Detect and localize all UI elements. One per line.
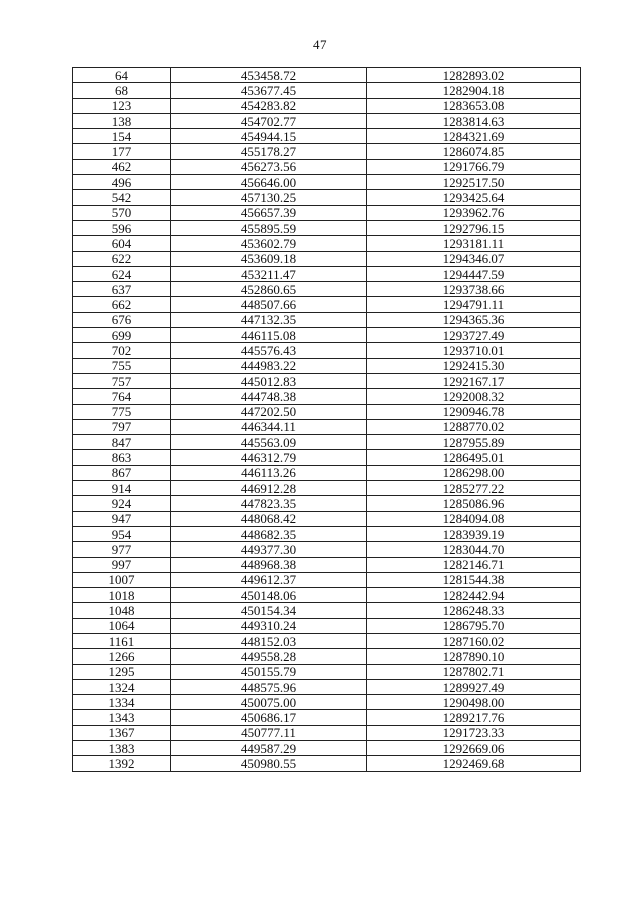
point-id-cell: 662 [73, 297, 171, 312]
x-coordinate-cell: 450777.11 [171, 725, 367, 740]
coordinates-table [72, 67, 581, 772]
table-row [73, 266, 581, 281]
x-coordinate-cell: 453602.79 [171, 236, 367, 251]
table-row [73, 129, 581, 144]
y-coordinate-cell: 1282146.71 [367, 557, 581, 572]
table-row [73, 113, 581, 128]
point-id-cell: 1392 [73, 756, 171, 771]
x-coordinate-cell: 448507.66 [171, 297, 367, 312]
point-id-cell: 914 [73, 481, 171, 496]
table-row [73, 236, 581, 251]
x-coordinate-cell: 446912.28 [171, 481, 367, 496]
y-coordinate-cell: 1294365.36 [367, 312, 581, 327]
x-coordinate-cell: 444983.22 [171, 358, 367, 373]
y-coordinate-cell: 1292415.30 [367, 358, 581, 373]
table-row [73, 144, 581, 159]
x-coordinate-cell: 456273.56 [171, 159, 367, 174]
y-coordinate-cell: 1282442.94 [367, 588, 581, 603]
y-coordinate-cell: 1292796.15 [367, 220, 581, 235]
x-coordinate-cell: 453609.18 [171, 251, 367, 266]
point-id-cell: 604 [73, 236, 171, 251]
point-id-cell: 867 [73, 465, 171, 480]
table-row [73, 373, 581, 388]
x-coordinate-cell: 455178.27 [171, 144, 367, 159]
x-coordinate-cell: 449310.24 [171, 618, 367, 633]
table-row [73, 481, 581, 496]
point-id-cell: 954 [73, 526, 171, 541]
y-coordinate-cell: 1282893.02 [367, 68, 581, 83]
y-coordinate-cell: 1286248.33 [367, 603, 581, 618]
y-coordinate-cell: 1291723.33 [367, 725, 581, 740]
point-id-cell: 924 [73, 496, 171, 511]
y-coordinate-cell: 1285086.96 [367, 496, 581, 511]
x-coordinate-cell: 453211.47 [171, 266, 367, 281]
y-coordinate-cell: 1290946.78 [367, 404, 581, 419]
point-id-cell: 496 [73, 175, 171, 190]
point-id-cell: 1343 [73, 710, 171, 725]
y-coordinate-cell: 1292008.32 [367, 389, 581, 404]
table-row [73, 159, 581, 174]
x-coordinate-cell: 450148.06 [171, 588, 367, 603]
x-coordinate-cell: 448968.38 [171, 557, 367, 572]
x-coordinate-cell: 445576.43 [171, 343, 367, 358]
x-coordinate-cell: 450154.34 [171, 603, 367, 618]
y-coordinate-cell: 1289217.76 [367, 710, 581, 725]
point-id-cell: 1295 [73, 664, 171, 679]
table-row [73, 725, 581, 740]
x-coordinate-cell: 446115.08 [171, 328, 367, 343]
point-id-cell: 1334 [73, 695, 171, 710]
y-coordinate-cell: 1283814.63 [367, 113, 581, 128]
table-row [73, 358, 581, 373]
table-row [73, 98, 581, 113]
y-coordinate-cell: 1289927.49 [367, 679, 581, 694]
y-coordinate-cell: 1292469.68 [367, 756, 581, 771]
y-coordinate-cell: 1287802.71 [367, 664, 581, 679]
y-coordinate-cell: 1286074.85 [367, 144, 581, 159]
y-coordinate-cell: 1293738.66 [367, 282, 581, 297]
point-id-cell: 596 [73, 220, 171, 235]
table-row [73, 297, 581, 312]
table-row [73, 496, 581, 511]
point-id-cell: 177 [73, 144, 171, 159]
table-row [73, 220, 581, 235]
x-coordinate-cell: 450980.55 [171, 756, 367, 771]
x-coordinate-cell: 454944.15 [171, 129, 367, 144]
table-row [73, 282, 581, 297]
point-id-cell: 138 [73, 113, 171, 128]
table-row [73, 419, 581, 434]
page-number: 47 [313, 37, 327, 52]
y-coordinate-cell: 1294346.07 [367, 251, 581, 266]
table-row [73, 465, 581, 480]
table-row [73, 633, 581, 648]
table-row [73, 756, 581, 771]
x-coordinate-cell: 448575.96 [171, 679, 367, 694]
x-coordinate-cell: 446312.79 [171, 450, 367, 465]
table-row [73, 557, 581, 572]
point-id-cell: 1064 [73, 618, 171, 633]
point-id-cell: 637 [73, 282, 171, 297]
point-id-cell: 997 [73, 557, 171, 572]
y-coordinate-cell: 1294791.11 [367, 297, 581, 312]
table-row [73, 83, 581, 98]
x-coordinate-cell: 455895.59 [171, 220, 367, 235]
y-coordinate-cell: 1287955.89 [367, 435, 581, 450]
y-coordinate-cell: 1286298.00 [367, 465, 581, 480]
point-id-cell: 1161 [73, 633, 171, 648]
point-id-cell: 775 [73, 404, 171, 419]
x-coordinate-cell: 445563.09 [171, 435, 367, 450]
table-row [73, 572, 581, 587]
point-id-cell: 977 [73, 542, 171, 557]
y-coordinate-cell: 1281544.38 [367, 572, 581, 587]
table-row [73, 205, 581, 220]
y-coordinate-cell: 1293727.49 [367, 328, 581, 343]
y-coordinate-cell: 1282904.18 [367, 83, 581, 98]
table-row [73, 511, 581, 526]
table-row [73, 679, 581, 694]
x-coordinate-cell: 447132.35 [171, 312, 367, 327]
point-id-cell: 123 [73, 98, 171, 113]
x-coordinate-cell: 446344.11 [171, 419, 367, 434]
point-id-cell: 1383 [73, 741, 171, 756]
table-row [73, 618, 581, 633]
table-row [73, 175, 581, 190]
table-row [73, 190, 581, 205]
x-coordinate-cell: 454283.82 [171, 98, 367, 113]
x-coordinate-cell: 449612.37 [171, 572, 367, 587]
x-coordinate-cell: 447202.50 [171, 404, 367, 419]
x-coordinate-cell: 457130.25 [171, 190, 367, 205]
point-id-cell: 154 [73, 129, 171, 144]
point-id-cell: 1048 [73, 603, 171, 618]
coordinates-table-body [73, 68, 581, 772]
table-row [73, 542, 581, 557]
x-coordinate-cell: 449558.28 [171, 649, 367, 664]
x-coordinate-cell: 447823.35 [171, 496, 367, 511]
y-coordinate-cell: 1292669.06 [367, 741, 581, 756]
y-coordinate-cell: 1283653.08 [367, 98, 581, 113]
x-coordinate-cell: 448682.35 [171, 526, 367, 541]
y-coordinate-cell: 1287160.02 [367, 633, 581, 648]
x-coordinate-cell: 444748.38 [171, 389, 367, 404]
point-id-cell: 462 [73, 159, 171, 174]
x-coordinate-cell: 450075.00 [171, 695, 367, 710]
table-row [73, 328, 581, 343]
table-row [73, 649, 581, 664]
point-id-cell: 542 [73, 190, 171, 205]
x-coordinate-cell: 456657.39 [171, 205, 367, 220]
point-id-cell: 1324 [73, 679, 171, 694]
point-id-cell: 64 [73, 68, 171, 83]
table-row [73, 251, 581, 266]
x-coordinate-cell: 453458.72 [171, 68, 367, 83]
table-row [73, 312, 581, 327]
y-coordinate-cell: 1286495.01 [367, 450, 581, 465]
point-id-cell: 699 [73, 328, 171, 343]
y-coordinate-cell: 1286795.70 [367, 618, 581, 633]
y-coordinate-cell: 1293181.11 [367, 236, 581, 251]
x-coordinate-cell: 454702.77 [171, 113, 367, 128]
x-coordinate-cell: 450686.17 [171, 710, 367, 725]
y-coordinate-cell: 1283939.19 [367, 526, 581, 541]
x-coordinate-cell: 446113.26 [171, 465, 367, 480]
y-coordinate-cell: 1283044.70 [367, 542, 581, 557]
point-id-cell: 624 [73, 266, 171, 281]
y-coordinate-cell: 1292517.50 [367, 175, 581, 190]
x-coordinate-cell: 449587.29 [171, 741, 367, 756]
table-row [73, 435, 581, 450]
table-row [73, 588, 581, 603]
point-id-cell: 847 [73, 435, 171, 450]
x-coordinate-cell: 456646.00 [171, 175, 367, 190]
y-coordinate-cell: 1284321.69 [367, 129, 581, 144]
y-coordinate-cell: 1287890.10 [367, 649, 581, 664]
x-coordinate-cell: 448068.42 [171, 511, 367, 526]
point-id-cell: 797 [73, 419, 171, 434]
y-coordinate-cell: 1284094.08 [367, 511, 581, 526]
point-id-cell: 622 [73, 251, 171, 266]
x-coordinate-cell: 449377.30 [171, 542, 367, 557]
point-id-cell: 702 [73, 343, 171, 358]
y-coordinate-cell: 1292167.17 [367, 373, 581, 388]
y-coordinate-cell: 1288770.02 [367, 419, 581, 434]
point-id-cell: 1266 [73, 649, 171, 664]
table-row [73, 603, 581, 618]
x-coordinate-cell: 453677.45 [171, 83, 367, 98]
x-coordinate-cell: 452860.65 [171, 282, 367, 297]
table-row [73, 664, 581, 679]
table-row [73, 450, 581, 465]
y-coordinate-cell: 1293962.76 [367, 205, 581, 220]
y-coordinate-cell: 1293710.01 [367, 343, 581, 358]
x-coordinate-cell: 448152.03 [171, 633, 367, 648]
table-row [73, 710, 581, 725]
point-id-cell: 68 [73, 83, 171, 98]
point-id-cell: 1018 [73, 588, 171, 603]
table-row [73, 695, 581, 710]
point-id-cell: 757 [73, 373, 171, 388]
y-coordinate-cell: 1293425.64 [367, 190, 581, 205]
point-id-cell: 570 [73, 205, 171, 220]
point-id-cell: 676 [73, 312, 171, 327]
point-id-cell: 863 [73, 450, 171, 465]
table-row [73, 741, 581, 756]
y-coordinate-cell: 1285277.22 [367, 481, 581, 496]
point-id-cell: 764 [73, 389, 171, 404]
table-row [73, 68, 581, 83]
y-coordinate-cell: 1294447.59 [367, 266, 581, 281]
table-row [73, 526, 581, 541]
x-coordinate-cell: 445012.83 [171, 373, 367, 388]
point-id-cell: 947 [73, 511, 171, 526]
point-id-cell: 755 [73, 358, 171, 373]
y-coordinate-cell: 1291766.79 [367, 159, 581, 174]
y-coordinate-cell: 1290498.00 [367, 695, 581, 710]
table-row [73, 404, 581, 419]
table-row [73, 389, 581, 404]
point-id-cell: 1007 [73, 572, 171, 587]
table-row [73, 343, 581, 358]
x-coordinate-cell: 450155.79 [171, 664, 367, 679]
point-id-cell: 1367 [73, 725, 171, 740]
